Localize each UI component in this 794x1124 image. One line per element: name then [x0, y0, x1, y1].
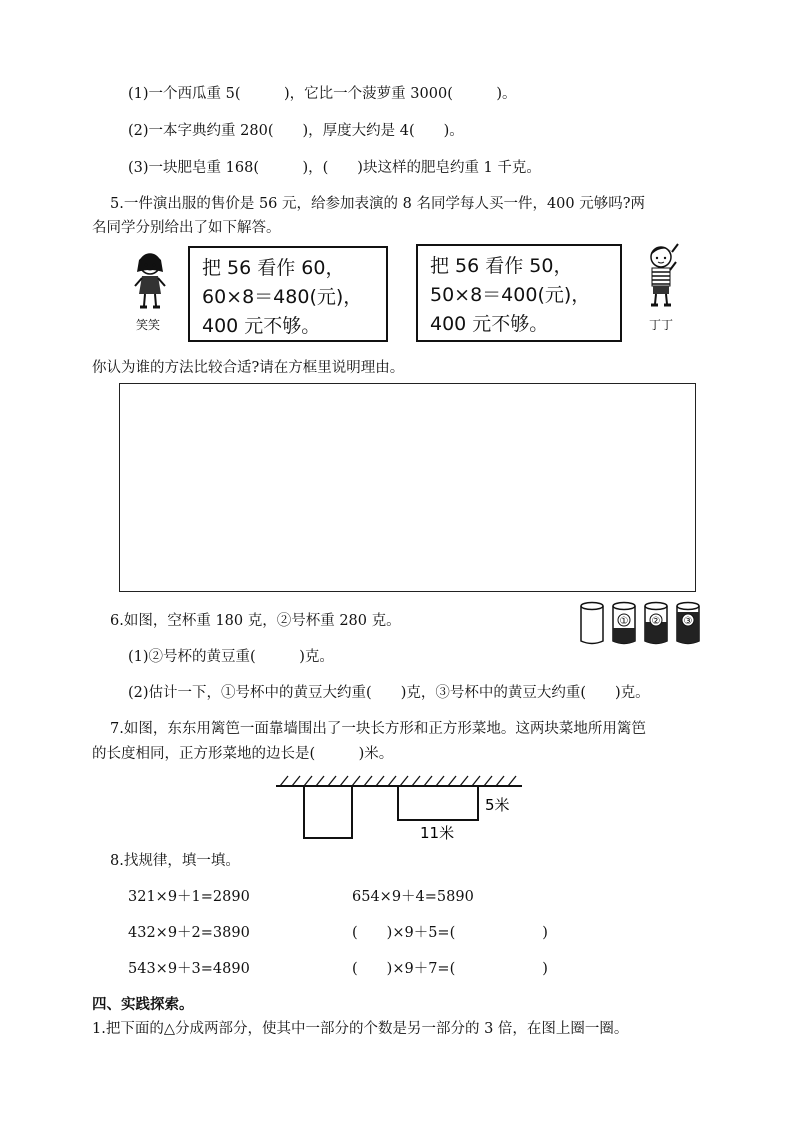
q5-prompt: 你认为谁的方法比较合适?请在方框里说明理由。 — [92, 360, 405, 376]
q8-row-1-right: 654×9＋4=5890 — [352, 889, 474, 905]
answer-box[interactable] — [119, 383, 696, 592]
left-bubble-line-1: 把 56 看作 60， — [202, 257, 345, 279]
empty-cup-icon — [581, 603, 603, 644]
section-4-q1: 1.把下面的△分成两部分，使其中一部分的个数是另一部分的 3 倍，在图上圈一圈。 — [92, 1021, 629, 1037]
cup-label-3: ③ — [683, 616, 693, 627]
cup-label-1: ① — [619, 616, 629, 627]
girl-figure-icon — [130, 250, 170, 312]
q8-row-3-left: 543×9＋3=4890 — [128, 961, 250, 977]
cup-label-2: ② — [651, 616, 661, 627]
label-height: 5米 — [485, 796, 510, 814]
boy-figure-icon — [642, 242, 682, 312]
right-bubble-line-2: 50×8＝400(元)， — [430, 284, 591, 306]
label-width: 11米 — [420, 824, 455, 842]
left-bubble — [188, 246, 388, 342]
q6-line-2: (1)②号杯的黄豆重( )克。 — [128, 649, 334, 665]
section-4-heading: 四、实践探索。 — [92, 997, 194, 1013]
q4-line-3: (3)一块肥皂重 168( )，( )块这样的肥皂约重 1 千克。 — [128, 160, 541, 176]
q4-line-1: (1)一个西瓜重 5( )，它比一个菠萝重 3000( )。 — [128, 86, 517, 102]
left-bubble-line-3: 400 元不够。 — [202, 315, 321, 337]
q8-row-2-right: ( )×9＋5=( ) — [352, 925, 548, 941]
left-bubble-line-2: 60×8＝480(元)， — [202, 286, 363, 308]
left-name: 笑笑 — [136, 318, 161, 332]
q8-title: 8.找规律，填一填。 — [110, 853, 240, 869]
q4-line-2: (2)一本字典约重 280( )，厚度大约是 4( )。 — [128, 123, 464, 139]
q5-line-2: 名同学分别给出了如下解答。 — [92, 220, 281, 236]
q8-row-3-right: ( )×9＋7=( ) — [352, 961, 548, 977]
right-name: 丁丁 — [649, 318, 674, 332]
q8-row-2-left: 432×9＋2=3890 — [128, 925, 250, 941]
right-bubble — [416, 244, 622, 342]
cups-illustration — [578, 600, 704, 648]
q7-line-2: 的长度相同，正方形菜地的边长是( )米。 — [92, 746, 394, 762]
right-bubble-line-1: 把 56 看作 50， — [430, 255, 573, 277]
fence-diagram — [270, 770, 540, 850]
right-bubble-line-3: 400 元不够。 — [430, 313, 549, 335]
q5-line-1: 5.一件演出服的售价是 56 元，给参加表演的 8 名同学每人买一件，400 元够吗?两 — [110, 196, 646, 212]
q7-line-1: 7.如图，东东用篱笆一面靠墙围出了一块长方形和正方形菜地。这两块菜地所用篱笆 — [110, 721, 646, 737]
q8-row-1-left: 321×9＋1=2890 — [128, 889, 250, 905]
q6-line-3: (2)估计一下，①号杯中的黄豆大约重( )克，③号杯中的黄豆大约重( )克。 — [128, 685, 650, 701]
q6-line-1: 6.如图，空杯重 180 克，②号杯重 280 克。 — [110, 613, 401, 629]
